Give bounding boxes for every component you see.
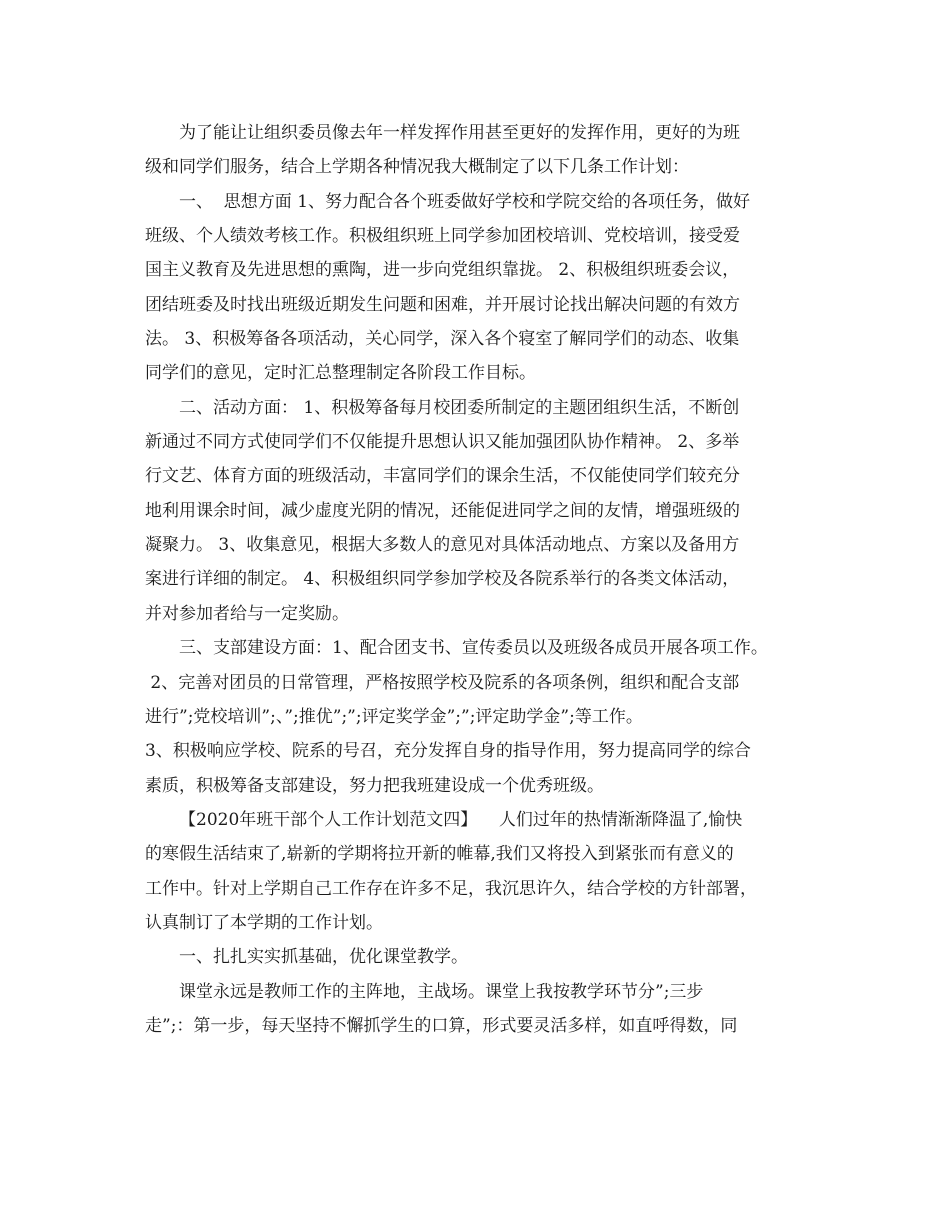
text-line: 的寒假生活结束了,崭新的学期将拉开新的帷幕,我们又将投入到紧张而有意义的: [145, 844, 734, 865]
text-line: 课堂永远是教师工作的主阵地，主战场。课堂上我按教学环节分”;三步: [179, 981, 704, 1002]
text-line: 走”;：第一步，每天坚持不懈抓学生的口算，形式要灵活多样，如直呼得数，同: [145, 1015, 738, 1036]
text-line: 地利用课余时间，减少虚度光阴的情况，还能促进同学之间的友情，增强班级的: [145, 500, 740, 521]
text-line: 新通过不同方式使同学们不仅能提升思想认识又能加强团队协作精神。 2、多举: [145, 432, 740, 453]
text-line: 并对参加者给与一定奖励。: [145, 603, 349, 624]
document-body: [145, 116, 825, 1043]
text-line: 3、积极响应学校、院系的号召，充分发挥自身的指导作用，努力提高同学的综合: [145, 741, 751, 762]
text-line: 国主义教育及先进思想的熏陶，进一步向党组织靠拢。 2、积极组织班委会议，: [145, 260, 740, 281]
text-line: 【2020年班干部个人工作计划范文四】 人们过年的热情渐渐降温了,愉快: [179, 809, 743, 830]
text-line: 2、完善对团员的日常管理，严格按照学校及院系的各项条例，组织和配合支部: [145, 672, 740, 693]
text-line: 行文艺、体育方面的班级活动，丰富同学们的课余生活，不仅能使同学们较充分: [145, 466, 740, 487]
text-line: 为了能让让组织委员像去年一样发挥作用甚至更好的发挥作用，更好的为班: [179, 123, 740, 143]
text-line: 一、扎扎实实抓基础，优化课堂教学。: [179, 947, 468, 968]
text-line: 凝聚力。 3、收集意见，根据大多数人的意见对具体活动地点、方案以及备用方: [145, 535, 740, 556]
text-line: 法。 3、积极筹备各项活动，关心同学，深入各个寝室了解同学们的动态、收集: [145, 329, 740, 350]
text-line: 进行”;党校培训”;、”;推优”;”;评定奖学金”;”;评定助学金”;等工作。: [145, 706, 643, 727]
text-line: 素质，积极筹备支部建设，努力把我班建设成一个优秀班级。: [145, 775, 604, 796]
text-line: 工作中。针对上学期自己工作存在许多不足，我沉思许久，结合学校的方针部署，: [145, 878, 757, 899]
text-line: 二、活动方面： 1、积极筹备每月校团委所制定的主题团组织生活，不断创: [179, 397, 740, 418]
text-line: 三、支部建设方面：1、配合团支书、宣传委员以及班级各成员开展各项工作。: [179, 638, 768, 659]
text-line: 认真制订了本学期的工作计划。: [145, 912, 383, 933]
text-line: 班级、个人绩效考核工作。积极组织班上同学参加团校培训、党校培训，接受爱: [145, 226, 740, 247]
text-line: 级和同学们服务，结合上学期各种情况我大概制定了以下几条工作计划：: [145, 157, 689, 178]
text-line: 团结班委及时找出班级近期发生问题和困难，并开展讨论找出解决问题的有效方: [145, 294, 740, 315]
text-line: 同学们的意见，定时汇总整理制定各阶段工作目标。: [145, 363, 536, 384]
text-line: 案进行详细的制定。 4、积极组织同学参加学校及各院系举行的各类文体活动，: [145, 569, 740, 590]
text-line: 一、 思想方面 1、努力配合各个班委做好学校和学院交给的各项任务，做好: [179, 191, 751, 212]
